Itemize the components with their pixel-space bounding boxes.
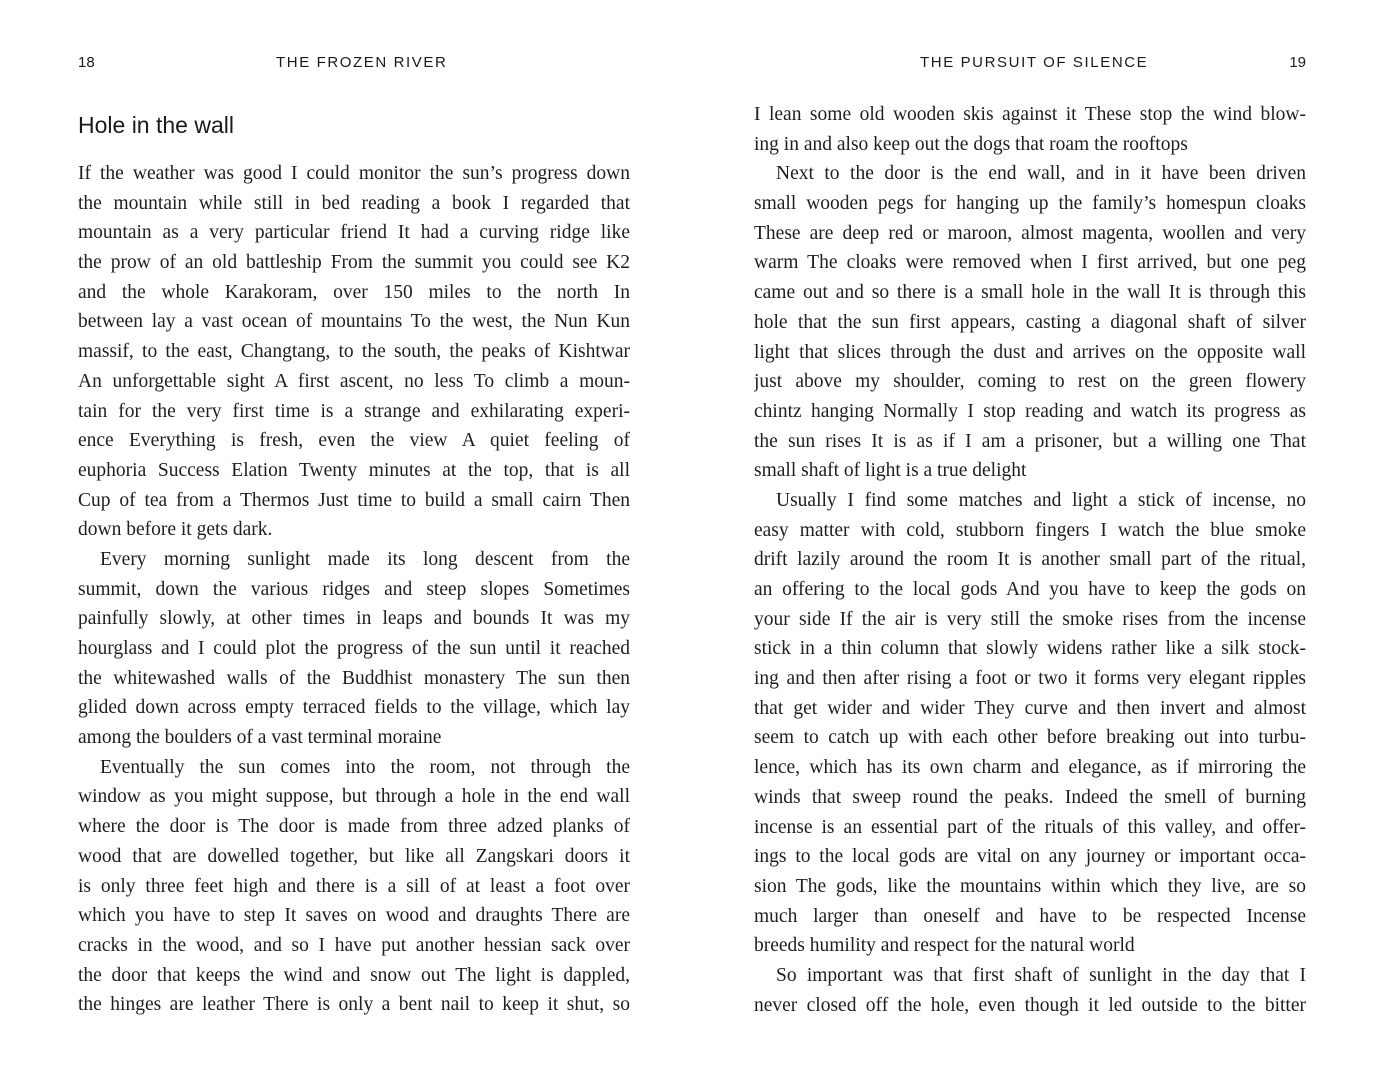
body-line: stick in a thin column that slowly widens rather like a silk stock-: [754, 638, 1306, 660]
body-line: the mountain while still in bed reading a book I regarded that: [78, 192, 630, 214]
body-line: warm The cloaks were removed when I first arrived, but one peg: [754, 252, 1306, 274]
body-line: ing and then after rising a foot or two it forms very elegant ripples: [754, 668, 1306, 690]
left-running-head: [78, 54, 630, 76]
left-running-title: THE FROZEN RIVER: [276, 54, 448, 71]
body-line: ings to the local gods are vital on any journey or important occa-: [754, 846, 1306, 868]
body-line: light that slices through the dust and arrives on the opposite wall: [754, 341, 1306, 363]
body-line: just above my shoulder, coming to rest on the green flowery: [754, 371, 1306, 393]
body-line: hole that the sun first appears, casting a diagonal shaft of silver: [754, 311, 1306, 333]
body-line: sion The gods, like the mountains within which they live, are so: [754, 875, 1306, 897]
body-line: small wooden pegs for hanging up the family’s homespun cloaks: [754, 193, 1306, 215]
body-line: never closed off the hole, even though it led outside to the bitter: [754, 994, 1306, 1016]
right-running-head: [754, 54, 1306, 76]
body-line: seem to catch up with each other before breaking out into turbu-: [754, 727, 1306, 749]
body-line: lence, which has its own charm and elegance, as if mirroring the: [754, 757, 1306, 779]
body-line: I lean some old wooden skis against it These stop the wind blow-: [754, 104, 1306, 125]
body-line: among the boulders of a vast terminal moraine: [78, 727, 442, 749]
body-line: painfully slowly, at other times in leaps and bounds It was my: [78, 608, 630, 630]
body-line: So important was that first shaft of sunlight in the day that I: [776, 964, 1306, 986]
body-line: and the whole Karakoram, over 150 miles to the north In: [78, 281, 630, 303]
right-running-title: THE PURSUIT OF SILENCE: [920, 54, 1149, 71]
body-line: cracks in the wood, and so I have put another hessian sack over: [78, 934, 630, 956]
body-line: tain for the very first time is a strange and exhilarating experi-: [78, 400, 630, 422]
body-line: the door that keeps the wind and snow out The light is dappled,: [78, 964, 630, 986]
left-body-text: [78, 159, 630, 1020]
body-line: wood that are dowelled together, but like all Zangskari doors it: [78, 845, 630, 867]
body-line: Next to the door is the end wall, and in it have been driven: [776, 163, 1306, 185]
body-line: incense is an essential part of the rituals of this valley, and offer-: [754, 816, 1306, 838]
body-line: came out and so there is a small hole in the wall It is through this: [754, 282, 1306, 304]
body-line: the sun rises It is as if I am a prisoner, but a willing one That: [754, 430, 1306, 452]
body-line: which you have to step It saves on wood and draughts There are: [78, 905, 630, 927]
body-line: hourglass and I could plot the progress of the sun until it reached: [78, 638, 630, 659]
body-line: breeds humility and respect for the natural world: [754, 935, 1135, 957]
body-line: An unforgettable sight A first ascent, no less To climb a moun-: [78, 370, 630, 392]
left-page-number: 18: [78, 54, 95, 71]
body-line: Usually I find some matches and light a stick of incense, no: [776, 489, 1306, 511]
section-title: Hole in the wall: [78, 112, 234, 138]
body-line: down before it gets dark.: [78, 519, 273, 541]
body-line: window as you might suppose, but through a hole in the end wall: [78, 786, 630, 808]
body-line: drift lazily around the room It is another small part of the ritual,: [754, 549, 1306, 571]
body-line: Every morning sunlight made its long descent from the: [100, 548, 630, 570]
body-line: glided down across empty terraced fields to the village, which lay: [78, 697, 630, 719]
body-line: your side If the air is very still the smoke rises from the incense: [754, 608, 1306, 630]
body-line: ing in and also keep out the dogs that roam the rooftops: [754, 133, 1188, 155]
body-line: If the weather was good I could monitor the sun’s progress down: [78, 163, 630, 184]
right-page-number: 19: [1289, 54, 1306, 71]
body-line: mountain as a very particular friend It had a curving ridge like: [78, 222, 630, 244]
body-line: that get wider and wider They curve and then invert and almost: [754, 697, 1306, 719]
body-line: winds that sweep round the peaks. Indeed the smell of burning: [754, 786, 1306, 808]
body-line: ence Everything is fresh, even the view A quiet feeling of: [78, 430, 630, 452]
right-body-text: [754, 100, 1306, 1020]
body-line: massif, to the east, Changtang, to the south, the peaks of Kishtwar: [78, 341, 630, 363]
body-line: easy matter with cold, stubborn fingers I watch the blue smoke: [754, 519, 1306, 541]
body-line: Eventually the sun comes into the room, not through the: [100, 756, 630, 778]
body-line: where the door is The door is made from three adzed planks of: [78, 816, 630, 838]
body-line: Cup of tea from a Thermos Just time to build a small cairn Then: [78, 489, 630, 511]
body-line: the prow of an old battleship From the summit you could see K2: [78, 252, 630, 274]
body-line: summit, down the various ridges and steep slopes Sometimes: [78, 578, 630, 600]
body-line: euphoria Success Elation Twenty minutes at the top, that is all: [78, 459, 630, 481]
body-line: is only three feet high and there is a sill of at least a foot over: [78, 875, 630, 897]
body-line: the hinges are leather There is only a bent nail to keep it shut, so: [78, 994, 630, 1016]
body-line: an offering to the local gods And you have to keep the gods on: [754, 579, 1306, 600]
body-line: These are deep red or maroon, almost magenta, woollen and very: [754, 222, 1306, 244]
body-line: chintz hanging Normally I stop reading and watch its progress as: [754, 400, 1306, 422]
body-line: small shaft of light is a true delight: [754, 460, 1027, 482]
body-line: the whitewashed walls of the Buddhist monastery The sun then: [78, 667, 630, 689]
body-line: between lay a vast ocean of mountains To the west, the Nun Kun: [78, 311, 630, 333]
body-line: much larger than oneself and have to be respected Incense: [754, 905, 1306, 927]
